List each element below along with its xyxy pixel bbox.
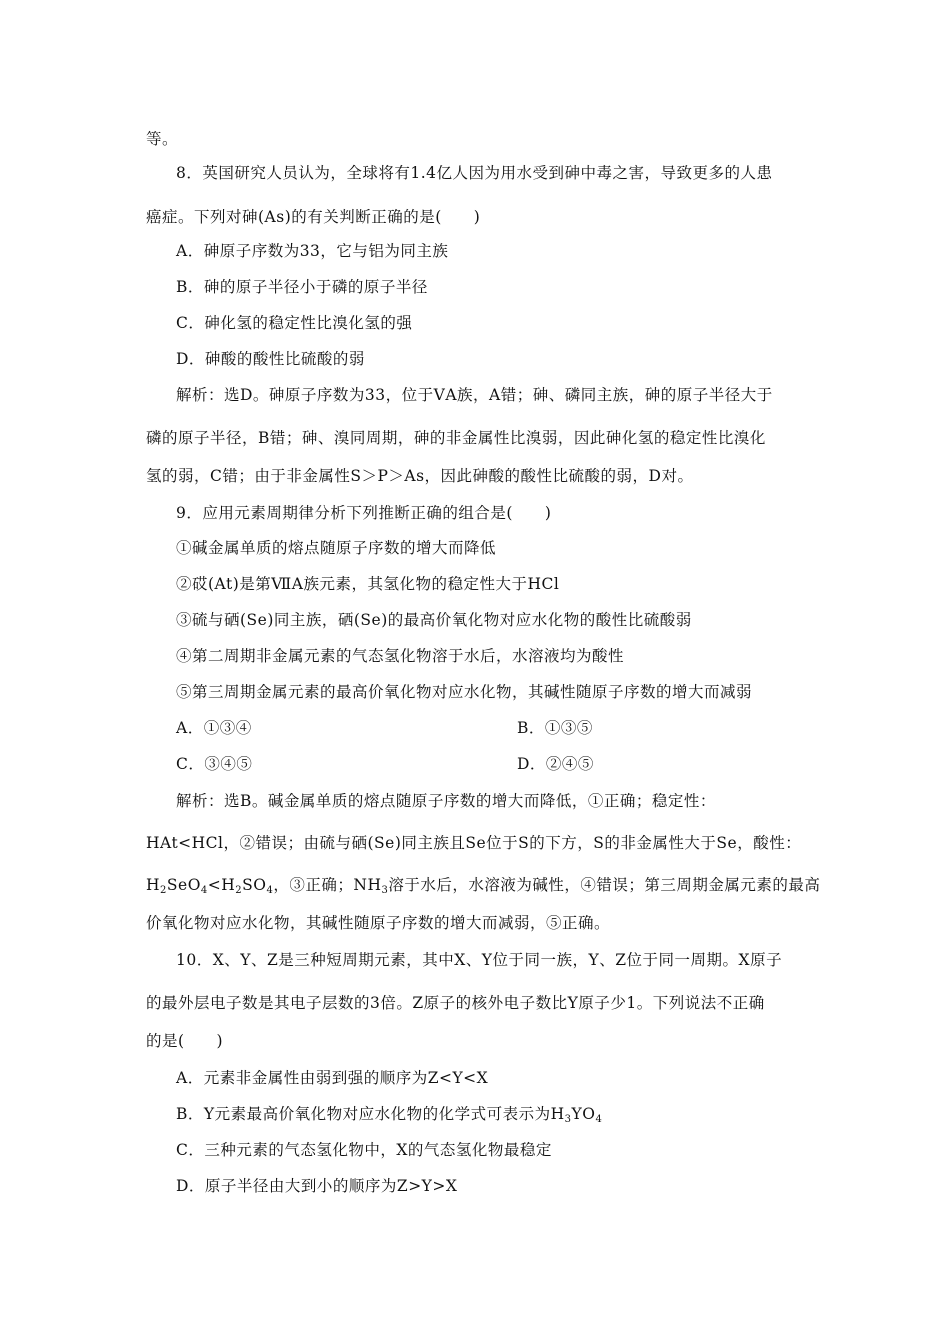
- question-8-option-c: C．砷化氢的稳定性比溴化氢的强: [176, 314, 413, 332]
- question-9-analysis-line-4: 价氧化物对应水化物，其碱性随原子序数的增大而减弱，⑤正确。: [146, 914, 611, 932]
- question-9-item-2: ②砹(At)是第ⅦA族元素，其氢化物的稳定性大于HCl: [176, 575, 560, 593]
- question-10-stem-line-2: 的最外层电子数是其电子层数的3倍。Z原子的核外电子数比Y原子少1。下列说法不正确: [146, 994, 765, 1012]
- question-8-option-a: A．砷原子序数为33，它与铝为同主族: [176, 242, 449, 260]
- question-9-analysis-line-3: $H_2SeO_4<H_2SO_4$，③正确；$NH_3$溶于水后，水溶液为碱性，④错误；第三周期金属元素的最高: [146, 876, 821, 896]
- question-8-stem-line-2: 癌症。下列对砷(As)的有关判断正确的是( ): [146, 208, 481, 226]
- question-8-option-b: B．砷的原子半径小于磷的原子半径: [176, 278, 428, 296]
- question-9-option-b: B．①③⑤: [517, 719, 593, 737]
- question-9-item-4: ④第二周期非金属元素的气态氢化物溶于水后，水溶液均为酸性: [176, 647, 625, 665]
- question-8-option-d: D．砷酸的酸性比硫酸的弱: [176, 350, 365, 368]
- question-10-stem-line-3: 的是( ): [146, 1032, 224, 1050]
- question-9-analysis-line-2: HAt<HCl，②错误；由硫与硒(Se)同主族且Se位于S的下方，S的非金属性大于Se，酸性：: [146, 834, 802, 852]
- question-9-option-d: D．②④⑤: [517, 755, 594, 773]
- question-8-stem-line-1: 8．英国研究人员认为，全球将有1.4亿人因为用水受到砷中毒之害，导致更多的人患: [176, 164, 773, 182]
- question-9-option-c: C．③④⑤: [176, 755, 253, 773]
- question-7-tail: 等。: [146, 130, 179, 148]
- question-9-stem: 9．应用元素周期律分析下列推断正确的组合是( ): [176, 504, 552, 522]
- question-9-option-a: A．①③④: [176, 719, 252, 737]
- question-8-analysis-line-2: 磷的原子半径，B错；砷、溴同周期，砷的非金属性比溴弱，因此砷化氢的稳定性比溴化: [146, 429, 766, 447]
- question-9-item-5: ⑤第三周期金属元素的最高价氧化物对应水化物，其碱性随原子序数的增大而减弱: [176, 683, 753, 701]
- question-10-option-b: B．Y元素最高价氧化物对应水化物的化学式可表示为$H_3YO_4$: [176, 1105, 603, 1125]
- question-10-stem-line-1: 10．X、Y、Z是三种短周期元素，其中X、Y位于同一族，Y、Z位于同一周期。X原子: [176, 951, 783, 969]
- question-10-option-c: C．三种元素的气态氢化物中，X的气态氢化物最稳定: [176, 1141, 552, 1159]
- question-9-analysis-line-1: 解析：选B。碱金属单质的熔点随原子序数的增大而降低，①正确；稳定性：: [176, 792, 716, 810]
- question-8-analysis-line-3: 氢的弱，C错；由于非金属性S＞P＞As，因此砷酸的酸性比硫酸的弱，D对。: [146, 467, 694, 485]
- question-8-analysis-line-1: 解析：选D。砷原子序数为33，位于ⅤA族，A错；砷、磷同主族，砷的原子半径大于: [176, 386, 773, 404]
- question-9-item-3: ③硫与硒(Se)同主族，硒(Se)的最高价氧化物对应水化物的酸性比硫酸弱: [176, 611, 692, 629]
- question-10-option-d: D．原子半径由大到小的顺序为Z>Y>X: [176, 1177, 458, 1195]
- question-9-item-1: ①碱金属单质的熔点随原子序数的增大而降低: [176, 539, 497, 557]
- question-10-option-a: A．元素非金属性由弱到强的顺序为Z<Y<X: [176, 1069, 489, 1087]
